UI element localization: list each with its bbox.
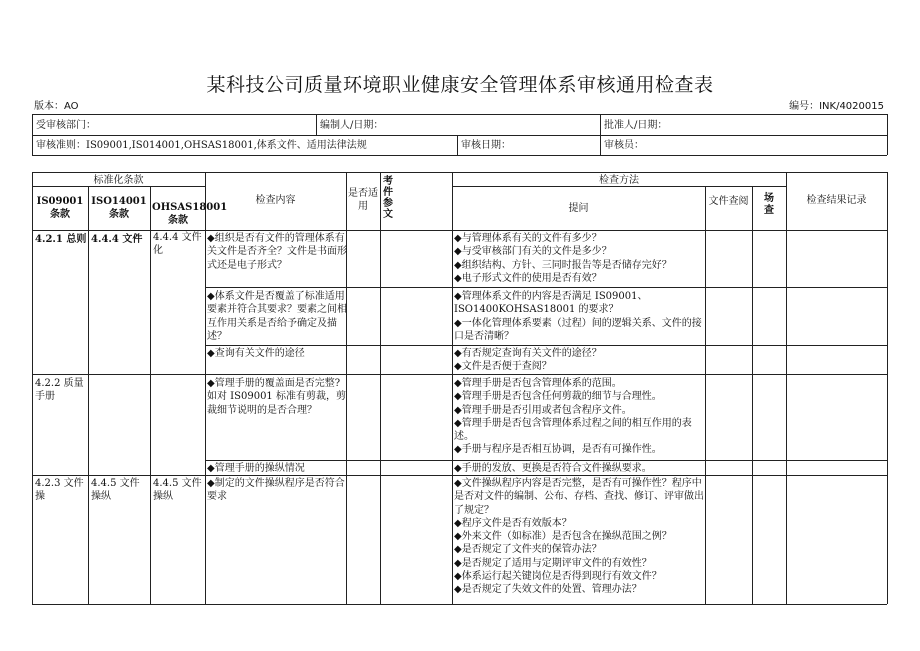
question-item: ◆文件是否便于查阅？ bbox=[454, 361, 552, 373]
questions-r1b bbox=[454, 290, 704, 343]
questions-r2a bbox=[454, 377, 704, 457]
question-item: ◆文件操纵程序内容是否完整，是否有可操作性？程序中是否对文件的编制、公布、存档、查找、修订、评审做出了规定？ bbox=[454, 478, 704, 516]
audit-date-label: 审核日期： bbox=[461, 140, 511, 151]
check-content-header: 检查内容 bbox=[255, 195, 296, 206]
question-item: ◆外来文件（如标准）是否包含在操纵范围之例？ bbox=[454, 531, 672, 543]
questions-r2b bbox=[454, 462, 704, 475]
question-item: ◆有否规定查询有关文件的途径？ bbox=[454, 348, 602, 359]
iso9001-header: IS09001 条款 bbox=[36, 196, 84, 221]
result-record-header: 检查结果记录 bbox=[806, 195, 867, 206]
audit-criteria-label: 审核准则：IS09001,IS014001,OHSAS18001,体系文件、适用法律法规 bbox=[36, 140, 367, 151]
clause-9001-r1: 4.2.1 总则 bbox=[35, 234, 87, 245]
questions-r1c bbox=[454, 347, 704, 374]
questions-r1a bbox=[454, 232, 704, 285]
page-title: 某科技公司质量环境职业健康安全管理体系审核通用检查表 bbox=[206, 74, 714, 96]
iso14001-header: ISO14001 条款 bbox=[91, 196, 147, 221]
clause-ohsas-r3: 4.4.5 文件操纵 bbox=[153, 478, 202, 503]
editor-date-label: 编制人/日期： bbox=[320, 120, 384, 131]
approver-date-label: 批准人/日期： bbox=[604, 120, 668, 131]
question-item: ◆手册的发放、更换是否符合文件操纵要求。 bbox=[454, 463, 652, 474]
question-item: ◆管理体系文件的内容是否满足 IS09001、ISO1400KOHSAS18001 的要求？ bbox=[454, 291, 648, 316]
question-item: ◆与受审核部门有关的文件是多少？ bbox=[454, 246, 612, 258]
clause-14001-r3: 4.4.5 文件操纵 bbox=[91, 478, 140, 503]
clause-ohsas-r1: 4.4.4 文件化 bbox=[153, 232, 202, 257]
question-item: ◆管理手册是否包含管理体系过程之间的相互作用的表述。 bbox=[454, 417, 692, 443]
question-item: ◆是否规定了失效文件的处置、管理办法？ bbox=[454, 584, 642, 596]
check-content-r2b: ◆管理手册的操纵情况 bbox=[207, 463, 305, 474]
question-item: ◆管理手册是否引用或者包含程序文件。 bbox=[454, 404, 632, 416]
check-content-r2a: ◆管理手册的覆盖面是否完整?如对 IS09001 标准有剪裁，剪裁细节说明的是否合理？ bbox=[207, 378, 346, 416]
doc-review-header: 文件查阅 bbox=[708, 196, 749, 207]
question-item: ◆一体化管理体系要素（过程）间的逻辑关系、文件的接口是否清晰？ bbox=[454, 317, 702, 342]
code-label: 编号：INK/4020015 bbox=[789, 101, 884, 112]
question-item: ◆手册与程序是否相互协调，是否有可操作性。 bbox=[454, 444, 662, 456]
version-label: 版本：AO bbox=[34, 101, 79, 112]
check-content-r1c: ◆查询有关文件的途径 bbox=[207, 348, 305, 359]
question-item: ◆与管理体系有关的文件有多少？ bbox=[454, 233, 602, 244]
auditor-label: 审核员： bbox=[604, 140, 644, 151]
question-item: ◆组织结构、方针、三同时报告等是否储存完好？ bbox=[454, 259, 672, 271]
standard-clauses-header: 标准化条款 bbox=[93, 175, 144, 186]
reference-doc-header: 考件参文 bbox=[383, 176, 393, 220]
clause-14001-r1: 4.4.4 文件 bbox=[91, 234, 143, 245]
question-item: ◆管理手册是否包含管理体系的范围。 bbox=[454, 378, 622, 389]
check-content-r3a: ◆制定的文件操纵程序是否符合要求 bbox=[207, 478, 345, 503]
question-item: ◆电子形式文件的使用是否有效？ bbox=[454, 272, 602, 284]
questions-r3a bbox=[454, 477, 704, 597]
clause-9001-r2: 4.2.2 质量手册 bbox=[35, 378, 84, 403]
applicable-header: 是否适用 bbox=[348, 188, 378, 213]
question-item: ◆体系运行起关键岗位是否得到现行有效文件？ bbox=[454, 571, 662, 583]
question-header: 提问 bbox=[568, 203, 589, 214]
ohsas18001-header: OHSAS18001 条款 bbox=[152, 202, 228, 227]
clause-9001-r3: 4.2.3 文件操 bbox=[35, 478, 84, 503]
question-item: ◆管理手册是否包含任何剪裁的细节与合理性。 bbox=[454, 391, 662, 403]
site-check-header: 场查 bbox=[764, 193, 774, 216]
check-content-r1b: ◆体系文件是否覆盖了标准适用要素并符合其要求？要素之间相互作用关系是否给予确定及描述？ bbox=[207, 291, 347, 342]
check-method-header: 检查方法 bbox=[599, 175, 639, 186]
audited-dept-label: 受审核部门： bbox=[36, 120, 96, 131]
check-content-r1a: ◆组织是否有文件的管理体系有关文件是否齐全？文件是书面形式还是电子形式？ bbox=[207, 233, 347, 271]
question-item: ◆是否规定了适用与定期评审文件的有效性？ bbox=[454, 557, 652, 569]
question-item: ◆是否规定了文件夹的保管办法？ bbox=[454, 544, 602, 556]
question-item: ◆程序文件是否有效版本？ bbox=[454, 517, 572, 529]
